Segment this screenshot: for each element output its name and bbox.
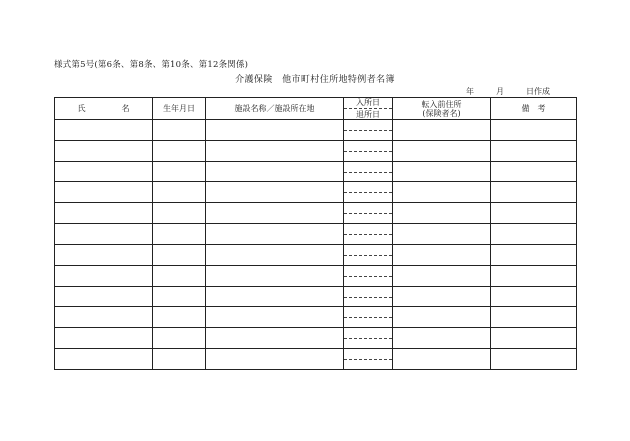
move-dates-divider [344, 151, 392, 152]
cell-move-dates[interactable] [344, 286, 393, 307]
cell-move-dates[interactable] [344, 307, 393, 328]
register-body [55, 120, 577, 370]
cell-name[interactable] [55, 120, 153, 141]
cell-facility[interactable] [206, 307, 344, 328]
move-dates-divider [344, 338, 392, 339]
cell-previous-address[interactable] [393, 328, 491, 349]
form-number: 様式第5号(第6条、第8条、第10条、第12条関係) [54, 60, 249, 70]
cell-birth-date[interactable] [153, 182, 206, 203]
page-title: 介護保険 他市町村住所地特例者名簿 [235, 75, 395, 85]
table-row [55, 161, 577, 182]
cell-birth-date[interactable] [153, 286, 206, 307]
table-row [55, 265, 577, 286]
cell-facility[interactable] [206, 328, 344, 349]
cell-facility[interactable] [206, 286, 344, 307]
move-dates-divider [344, 255, 392, 256]
header-name-given: 名 [121, 104, 130, 113]
move-dates-divider [344, 192, 392, 193]
year-label: 年 [466, 87, 474, 96]
table-row [55, 182, 577, 203]
header-previous-address-label: 転入前住所 [421, 99, 462, 109]
header-name-surname: 氏 [77, 104, 86, 113]
move-dates-divider [344, 172, 392, 173]
cell-name[interactable] [55, 203, 153, 224]
move-dates-divider [344, 276, 392, 277]
cell-remarks[interactable] [491, 120, 577, 141]
cell-previous-address[interactable] [393, 182, 491, 203]
cell-remarks[interactable] [491, 161, 577, 182]
cell-name[interactable] [55, 161, 153, 182]
month-label: 月 [496, 87, 504, 96]
cell-remarks[interactable] [491, 328, 577, 349]
cell-previous-address[interactable] [393, 307, 491, 328]
cell-birth-date[interactable] [153, 120, 206, 141]
header-remarks: 備 考 [491, 98, 577, 120]
table-row [55, 203, 577, 224]
cell-move-dates[interactable] [344, 203, 393, 224]
cell-birth-date[interactable] [153, 203, 206, 224]
move-dates-divider [344, 317, 392, 318]
cell-name[interactable] [55, 244, 153, 265]
cell-move-dates[interactable] [344, 120, 393, 141]
cell-name[interactable] [55, 140, 153, 161]
cell-previous-address[interactable] [393, 140, 491, 161]
cell-birth-date[interactable] [153, 224, 206, 245]
cell-remarks[interactable] [491, 224, 577, 245]
cell-remarks[interactable] [491, 182, 577, 203]
cell-move-dates[interactable] [344, 265, 393, 286]
cell-previous-address[interactable] [393, 286, 491, 307]
cell-move-dates[interactable] [344, 161, 393, 182]
cell-previous-address[interactable] [393, 203, 491, 224]
date-created-line [466, 86, 550, 97]
cell-birth-date[interactable] [153, 265, 206, 286]
cell-birth-date[interactable] [153, 140, 206, 161]
cell-facility[interactable] [206, 349, 344, 370]
cell-facility[interactable] [206, 161, 344, 182]
cell-birth-date[interactable] [153, 161, 206, 182]
cell-birth-date[interactable] [153, 244, 206, 265]
cell-facility[interactable] [206, 224, 344, 245]
move-dates-divider [344, 130, 392, 131]
cell-birth-date[interactable] [153, 307, 206, 328]
cell-remarks[interactable] [491, 349, 577, 370]
cell-remarks[interactable] [491, 203, 577, 224]
cell-birth-date[interactable] [153, 349, 206, 370]
header-insurer-label: (保険者名) [422, 108, 461, 118]
table-row [55, 307, 577, 328]
cell-previous-address[interactable] [393, 349, 491, 370]
cell-name[interactable] [55, 307, 153, 328]
cell-move-dates[interactable] [344, 140, 393, 161]
cell-name[interactable] [55, 286, 153, 307]
cell-facility[interactable] [206, 120, 344, 141]
move-dates-divider [344, 213, 392, 214]
cell-previous-address[interactable] [393, 224, 491, 245]
move-dates-divider [344, 359, 392, 360]
header-move-out: 退所日 [356, 110, 380, 119]
cell-remarks[interactable] [491, 244, 577, 265]
header-move-in: 入所日 [344, 98, 392, 109]
cell-name[interactable] [55, 224, 153, 245]
cell-facility[interactable] [206, 182, 344, 203]
cell-name[interactable] [55, 349, 153, 370]
cell-previous-address[interactable] [393, 244, 491, 265]
cell-previous-address[interactable] [393, 120, 491, 141]
table-row [55, 328, 577, 349]
cell-remarks[interactable] [491, 307, 577, 328]
table-row [55, 140, 577, 161]
header-facility: 施設名称／施設所在地 [206, 98, 344, 120]
cell-facility[interactable] [206, 203, 344, 224]
header-name [55, 98, 153, 120]
cell-remarks[interactable] [491, 140, 577, 161]
header-previous-address [393, 98, 491, 120]
cell-move-dates[interactable] [344, 244, 393, 265]
register-table [54, 97, 577, 370]
cell-move-dates[interactable] [344, 349, 393, 370]
day-created-label: 日作成 [526, 87, 550, 96]
cell-remarks[interactable] [491, 286, 577, 307]
move-dates-divider [344, 234, 392, 235]
header-birth-date: 生年月日 [153, 98, 206, 120]
table-row [55, 120, 577, 141]
table-row [55, 349, 577, 370]
table-row [55, 244, 577, 265]
move-dates-divider [344, 297, 392, 298]
table-row [55, 286, 577, 307]
cell-previous-address[interactable] [393, 161, 491, 182]
cell-remarks[interactable] [491, 265, 577, 286]
cell-move-dates[interactable] [344, 224, 393, 245]
table-row [55, 224, 577, 245]
cell-name[interactable] [55, 265, 153, 286]
cell-name[interactable] [55, 182, 153, 203]
cell-previous-address[interactable] [393, 265, 491, 286]
cell-facility[interactable] [206, 140, 344, 161]
cell-birth-date[interactable] [153, 328, 206, 349]
cell-move-dates[interactable] [344, 328, 393, 349]
cell-name[interactable] [55, 328, 153, 349]
cell-facility[interactable] [206, 265, 344, 286]
cell-facility[interactable] [206, 244, 344, 265]
header-row [55, 98, 577, 120]
header-move-dates [344, 98, 393, 120]
cell-move-dates[interactable] [344, 182, 393, 203]
